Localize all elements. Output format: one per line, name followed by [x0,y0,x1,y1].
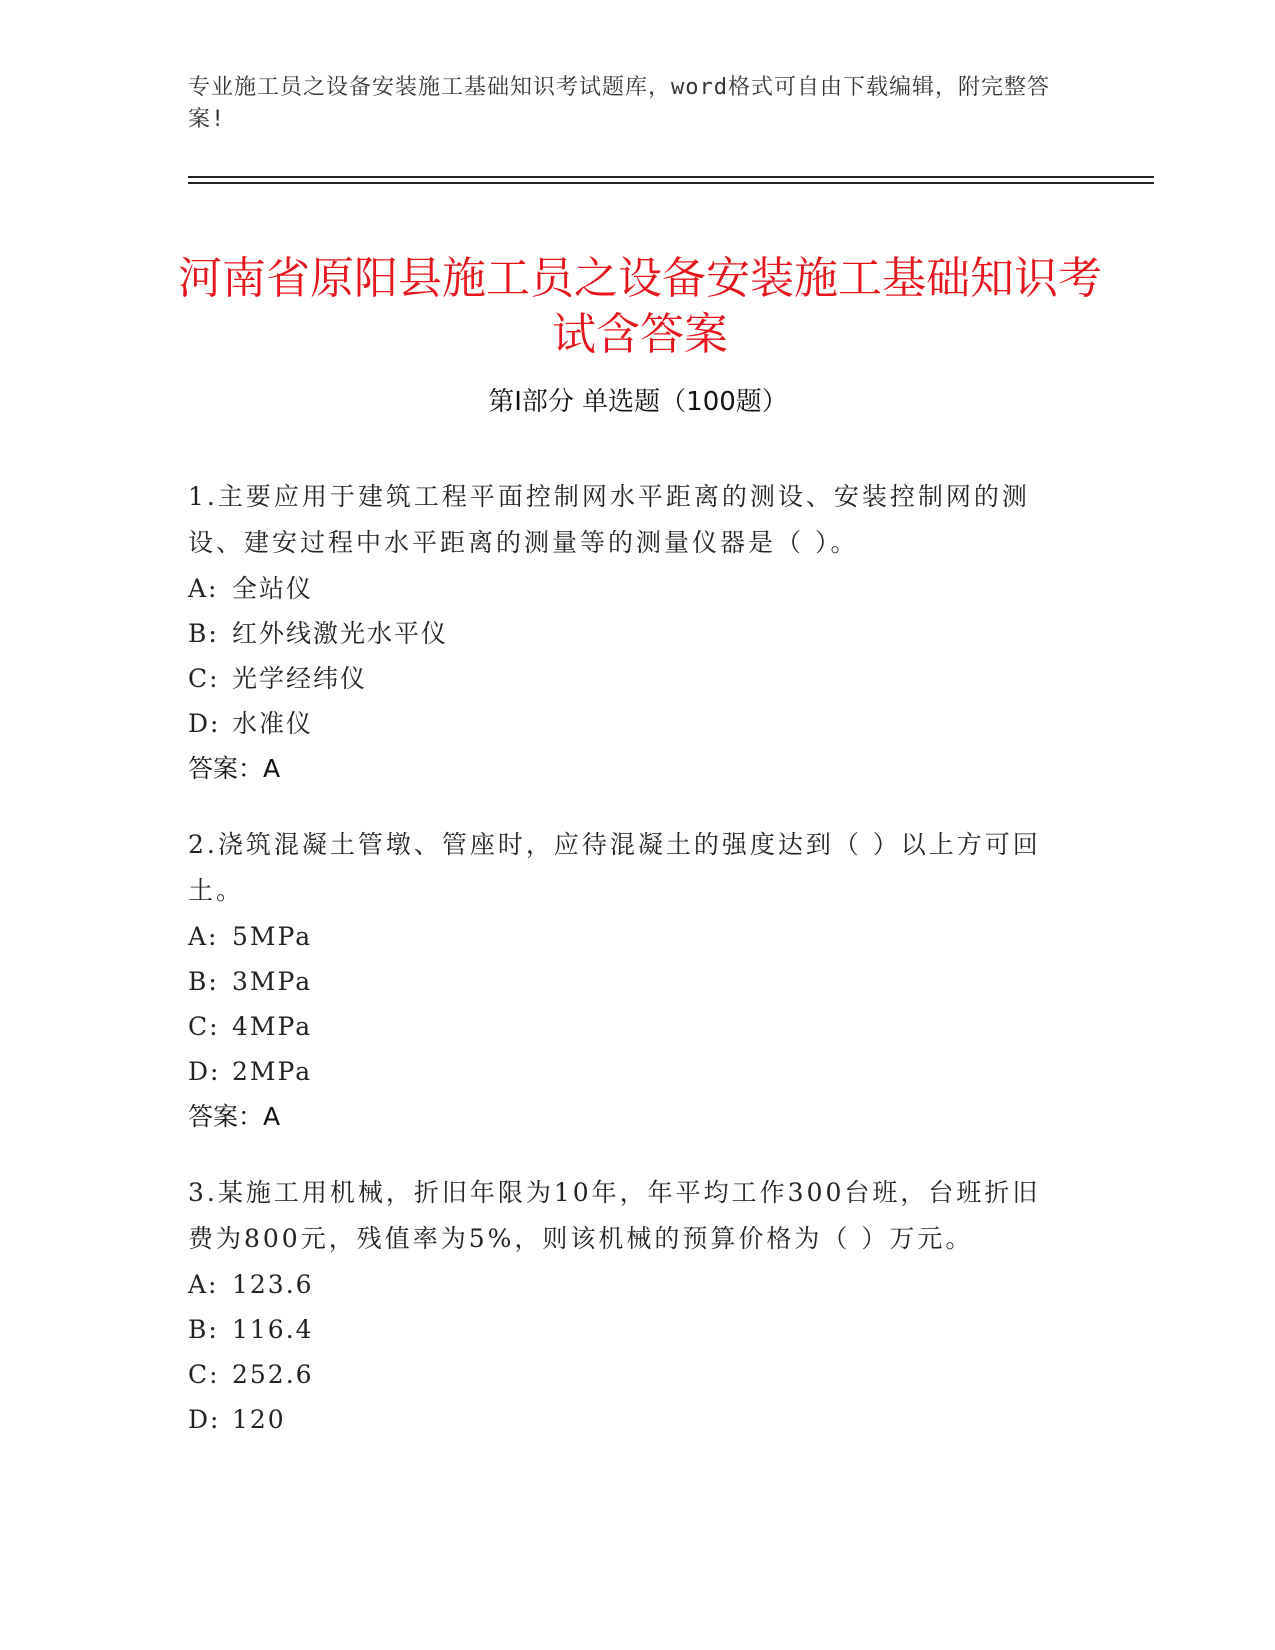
header-rule-bottom [188,182,1154,184]
option-text: 252.6 [232,1360,314,1389]
option-d [188,1397,1068,1442]
question-stem: 3.某施工用机械，折旧年限为10年，年平均工作300台班，台班折旧费为800元，残值率为5%，则该机械的预算价格为（ ）万元。 [188,1178,1041,1253]
option-c [188,656,1068,701]
option-text: 4MPa [232,1012,313,1041]
option-a [188,914,1068,959]
option-key: A: [188,574,219,603]
option-b [188,959,1068,1004]
option-text: 123.6 [232,1270,314,1299]
option-d [188,701,1068,746]
option-key: D: [188,1405,221,1434]
question-1 [188,474,1068,792]
question-stem: 1.主要应用于建筑工程平面控制网水平距离的测设、安装控制网的测设、建安过程中水平距离的测量等的测量仪器是（ ）。 [188,482,1030,557]
question-3 [188,1170,1068,1442]
option-key: C: [188,664,220,693]
option-text: 116.4 [232,1315,314,1344]
question-2 [188,822,1068,1140]
option-text: 水准仪 [232,709,314,738]
option-text: 光学经纬仪 [232,664,368,693]
option-c [188,1352,1068,1397]
question-list [188,474,1068,1472]
answer-line: 答案：A [188,754,281,783]
option-b [188,611,1068,656]
option-key: D: [188,709,221,738]
option-key: B: [188,967,219,996]
option-key: B: [188,1315,219,1344]
section-heading: 第I部分 单选题（100题） [488,387,788,417]
option-a [188,566,1068,611]
option-text: 2MPa [232,1057,313,1086]
option-key: A: [188,922,219,951]
option-key: A: [188,1270,219,1299]
option-a [188,1262,1068,1307]
option-key: B: [188,619,219,648]
option-d [188,1049,1068,1094]
header-rule-top [188,176,1154,178]
answer-line: 答案：A [188,1102,281,1131]
option-c [188,1004,1068,1049]
option-text: 红外线激光水平仪 [232,619,449,648]
option-text: 5MPa [232,922,313,951]
question-stem: 2.浇筑混凝土管墩、管座时，应待混凝土的强度达到（ ）以上方可回土。 [188,830,1041,905]
document-title: 河南省原阳县施工员之设备安装施工基础知识考试含答案 [178,253,1102,361]
option-text: 120 [232,1405,286,1434]
option-text: 全站仪 [232,574,314,603]
option-key: C: [188,1360,220,1389]
option-key: D: [188,1057,221,1086]
option-b [188,1307,1068,1352]
header-note: 专业施工员之设备安装施工基础知识考试题库，word格式可自由下载编辑，附完整答案! [188,75,1050,132]
option-key: C: [188,1012,220,1041]
option-text: 3MPa [232,967,313,996]
